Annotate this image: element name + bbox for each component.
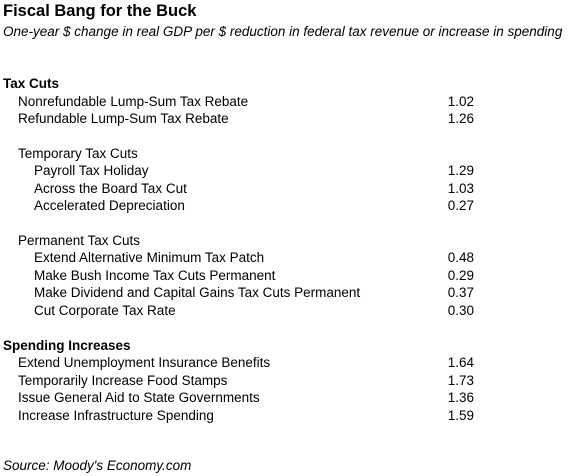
- row-value: 0.37: [447, 285, 474, 300]
- row-value: 0.30: [447, 303, 474, 318]
- row-label: Cut Corporate Tax Rate: [34, 303, 176, 318]
- row-value: 0.48: [447, 250, 474, 265]
- row-value: 0.27: [447, 198, 474, 213]
- row-value: 1.29: [447, 163, 474, 178]
- table-row: [0, 354, 576, 371]
- source-note: Source: Moody's Economy.com: [3, 458, 192, 473]
- row-label: Accelerated Depreciation: [34, 198, 185, 213]
- section-heading: Tax Cuts: [3, 76, 60, 91]
- row-value: 1.36: [447, 390, 474, 405]
- subsection-heading: Temporary Tax Cuts: [18, 146, 138, 161]
- row-label: Increase Infrastructure Spending: [18, 408, 214, 423]
- table-row: [0, 197, 576, 214]
- row-label: Extend Alternative Minimum Tax Patch: [34, 250, 265, 265]
- row-label: Extend Unemployment Insurance Benefits: [18, 355, 271, 370]
- row-value: 1.59: [447, 408, 474, 423]
- row-label: Across the Board Tax Cut: [34, 181, 187, 196]
- row-label: Temporarily Increase Food Stamps: [18, 373, 228, 388]
- table-row: [0, 180, 576, 197]
- subsection-header-permanent-tax-cuts: [0, 232, 576, 249]
- table-row: [0, 389, 576, 406]
- row-value: 1.73: [447, 373, 474, 388]
- row-value: 1.26: [447, 111, 474, 126]
- row-label: Payroll Tax Holiday: [34, 163, 149, 178]
- table-row: [0, 372, 576, 389]
- table-row: [0, 93, 576, 110]
- row-label: Issue General Aid to State Governments: [18, 390, 260, 405]
- page-title: Fiscal Bang for the Buck: [3, 2, 197, 20]
- row-value: 0.29: [447, 268, 474, 283]
- table-row: [0, 249, 576, 266]
- row-label: Nonrefundable Lump-Sum Tax Rebate: [18, 94, 249, 109]
- table-row: [0, 110, 576, 127]
- table-row: [0, 302, 576, 319]
- table-row: [0, 267, 576, 284]
- table-row: [0, 284, 576, 301]
- table-row: [0, 162, 576, 179]
- section-header-spending-increases: [0, 337, 576, 354]
- section-header-tax-cuts: [0, 75, 576, 92]
- table-row: [0, 407, 576, 424]
- page-subtitle: One-year $ change in real GDP per $ reduction in federal tax revenue or increase in spending: [3, 24, 563, 39]
- row-value: 1.02: [447, 94, 474, 109]
- row-value: 1.64: [447, 355, 474, 370]
- row-value: 1.03: [447, 181, 474, 196]
- row-label: Make Dividend and Capital Gains Tax Cuts Permanent: [34, 285, 361, 300]
- subsection-heading: Permanent Tax Cuts: [18, 233, 141, 248]
- row-label: Make Bush Income Tax Cuts Permanent: [34, 268, 276, 283]
- subsection-header-temporary-tax-cuts: [0, 145, 576, 162]
- row-label: Refundable Lump-Sum Tax Rebate: [18, 111, 229, 126]
- section-heading: Spending Increases: [3, 338, 131, 353]
